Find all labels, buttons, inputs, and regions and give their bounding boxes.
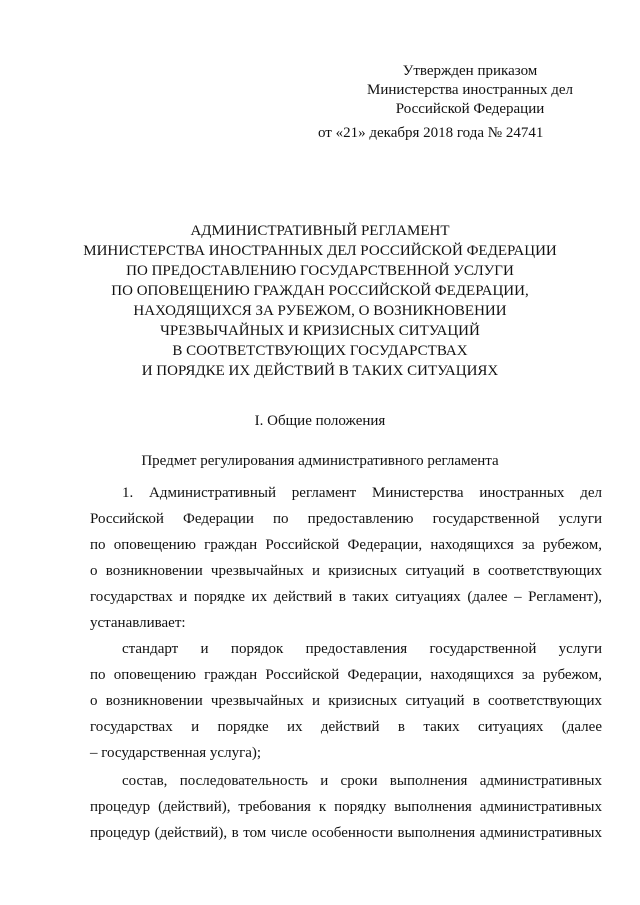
- title-line: В СООТВЕТСТВУЮЩИХ ГОСУДАРСТВАХ: [172, 343, 468, 359]
- title-line: ПО ПРЕДОСТАВЛЕНИЮ ГОСУДАРСТВЕННОЙ УСЛУГИ: [126, 263, 514, 279]
- paragraph-line: состав, последовательность и сроки выполнения административных: [122, 773, 602, 789]
- document-title: [70, 221, 570, 381]
- paragraph-line: государствах и порядке их действий в таких ситуациях (далее: [90, 719, 602, 735]
- paragraph-line: о возникновении чрезвычайных и кризисных ситуаций в соответствующих: [90, 693, 602, 709]
- paragraph-line: – государственная услуга);: [90, 745, 262, 761]
- title-line: ЧРЕЗВЫЧАЙНЫХ И КРИЗИСНЫХ СИТУАЦИЙ: [160, 323, 480, 339]
- paragraph-line: процедур (действий), в том числе особенности выполнения административных: [90, 825, 602, 841]
- paragraph-line: по оповещению граждан Российской Федерации, находящихся за рубежом,: [90, 667, 602, 683]
- section-heading: I. Общие положения: [254, 413, 386, 429]
- paragraph-line: 1. Административный регламент Министерства иностранных дел: [122, 485, 602, 501]
- title-line: АДМИНИСТРАТИВНЫЙ РЕГЛАМЕНТ: [190, 223, 450, 239]
- title-line: НАХОДЯЩИХСЯ ЗА РУБЕЖОМ, О ВОЗНИКНОВЕНИИ: [133, 303, 507, 319]
- order-reference: от «21» декабря 2018 года № 24741: [318, 125, 544, 141]
- subject-heading: Предмет регулирования административного регламента: [141, 453, 499, 469]
- paragraph-line: устанавливает:: [90, 615, 186, 631]
- approval-line: Российской Федерации: [395, 101, 545, 117]
- body-text: [90, 480, 602, 900]
- title-line: МИНИСТЕРСТВА ИНОСТРАННЫХ ДЕЛ РОССИЙСКОЙ ФЕДЕРАЦИИ: [83, 243, 557, 259]
- paragraph-line: Российской Федерации по предоставлению государственной услуги: [90, 511, 602, 527]
- paragraph-1: [90, 480, 602, 636]
- approval-stamp: [350, 62, 590, 119]
- paragraph-line: по оповещению граждан Российской Федерации, находящихся за рубежом,: [90, 537, 602, 553]
- title-line: И ПОРЯДКЕ ИХ ДЕЙСТВИЙ В ТАКИХ СИТУАЦИЯХ: [141, 363, 499, 379]
- paragraph-line: стандарт и порядок предоставления государственной услуги: [122, 641, 602, 657]
- paragraph-3: [90, 768, 602, 846]
- paragraph-line: государствах и порядке их действий в таких ситуациях (далее – Регламент),: [90, 589, 602, 605]
- paragraph-2: [90, 636, 602, 766]
- approval-line: Министерства иностранных дел: [367, 82, 573, 98]
- approval-line: Утвержден приказом: [402, 63, 538, 79]
- title-line: ПО ОПОВЕЩЕНИЮ ГРАЖДАН РОССИЙСКОЙ ФЕДЕРАЦИИ,: [111, 283, 529, 299]
- paragraph-line: процедур (действий), требования к порядку выполнения административных: [90, 799, 602, 815]
- paragraph-line: о возникновении чрезвычайных и кризисных ситуаций в соответствующих: [90, 563, 602, 579]
